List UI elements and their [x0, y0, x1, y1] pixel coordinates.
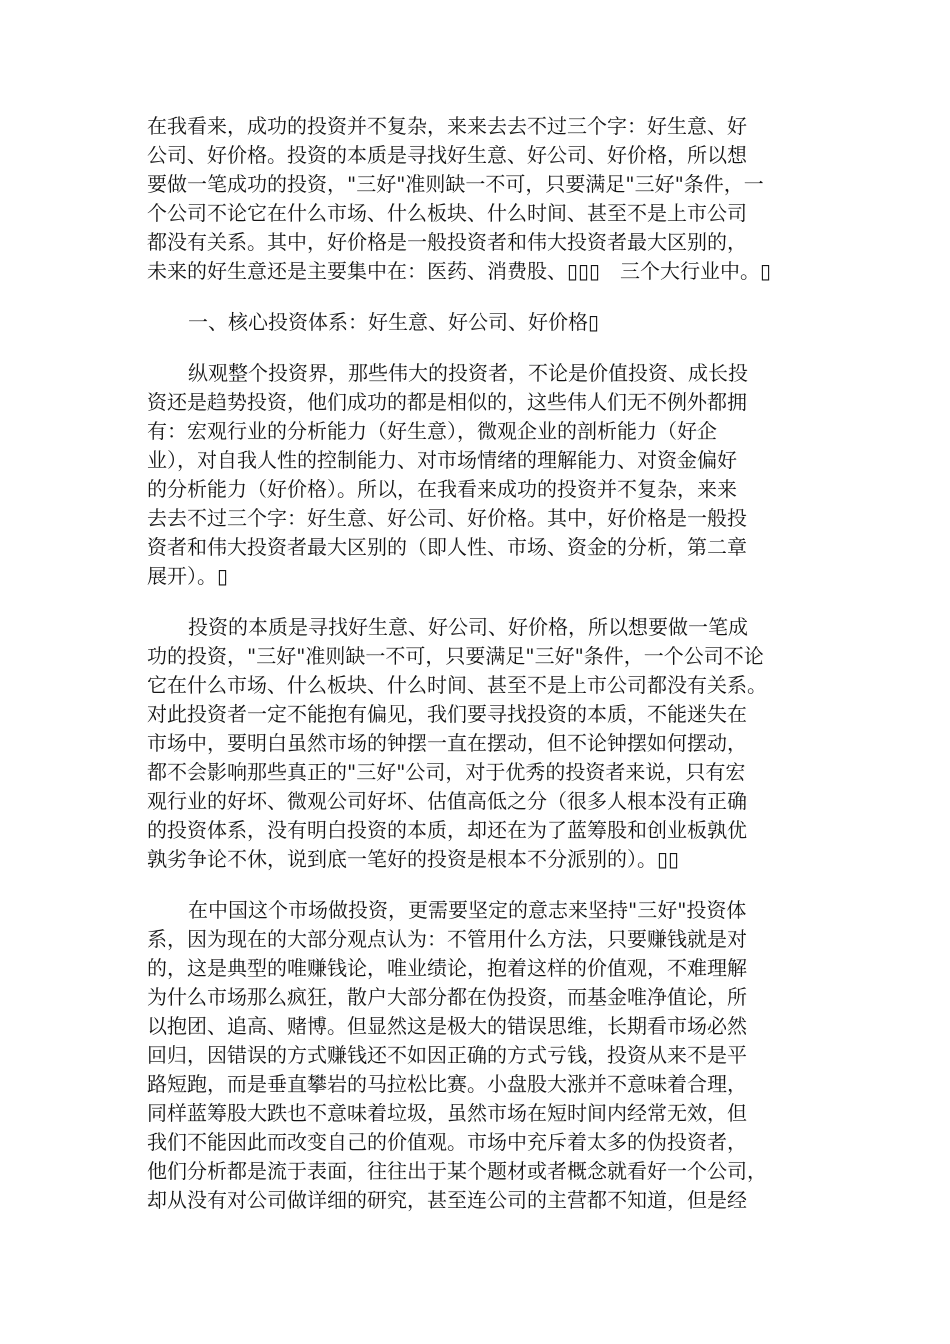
text-line: 展开）。▯	[147, 564, 229, 588]
text-line: 纵观整个投资界，那些伟大的投资者，不论是价值投资、成长投	[188, 361, 748, 385]
text-line: 观行业的好坏、微观公司好坏、估值高低之分（很多人根本没有正确	[147, 789, 747, 813]
text-line: 对此投资者一定不能抱有偏见，我们要寻找投资的本质，不能迷失在	[147, 702, 747, 726]
text-line: 公司、好价格。投资的本质是寻找好生意、好公司、好价格，所以想	[147, 143, 747, 167]
text-line: 资者和伟大投资者最大区别的（即人性、市场、资金的分析，第二章	[147, 535, 747, 559]
text-line: 以抱团、追高、赌博。但显然这是极大的错误思维，长期看市场必然	[147, 1014, 747, 1038]
paragraph-spacer	[147, 337, 827, 359]
text-line: 去去不过三个字：好生意、好公司、好价格。其中，好价格是一般投	[147, 506, 747, 530]
text-line: 却从没有对公司做详细的研究，甚至连公司的主营都不知道，但是经	[147, 1188, 747, 1212]
text-line: 市场中，要明白虽然市场的钟摆一直在摆动，但不论钟摆如何摆动，	[147, 731, 747, 755]
text-line: 功的投资，"三好"准则缺一不可，只要满足"三好"条件，一个公司不论	[147, 644, 764, 668]
text-line: 同样蓝筹股大跌也不意味着垃圾，虽然市场在短时间内经常无效，但	[147, 1101, 747, 1125]
text-line: 要做一笔成功的投资，"三好"准则缺一不可，只要满足"三好"条件，一	[147, 172, 764, 196]
heading-line: 一、核心投资体系：好生意、好公司、好价格▯	[188, 310, 600, 334]
text-line: 孰劣争论不休，说到底一笔好的投资是根本不分派别的）。▯▯	[147, 847, 680, 871]
paragraph-china-market	[147, 896, 827, 1215]
text-line: 在中国这个市场做投资，更需要坚定的意志来坚持"三好"投资体	[188, 898, 747, 922]
paragraph-spacer	[147, 591, 827, 613]
text-line: 业），对自我人性的控制能力、对市场情绪的理解能力、对资金偏好	[147, 448, 737, 472]
text-line: 资还是趋势投资，他们成功的都是相似的，这些伟人们无不例外都拥	[147, 390, 747, 414]
text-line: 在我看来，成功的投资并不复杂，来来去去不过三个字：好生意、好	[147, 114, 747, 138]
section-heading	[147, 308, 827, 337]
text-line: 为什么市场那么疯狂，散户大部分都在伪投资，而基金唯净值论，所	[147, 985, 747, 1009]
text-line: 投资的本质是寻找好生意、好公司、好价格，所以想要做一笔成	[188, 615, 748, 639]
text-line: 系，因为现在的大部分观点认为：不管用什么方法，只要赚钱就是对	[147, 927, 747, 951]
text-line: 都没有关系。其中，好价格是一般投资者和伟大投资者最大区别的，	[147, 230, 747, 254]
text-line: 我们不能因此而改变自己的价值观。市场中充斥着太多的伪投资者，	[147, 1130, 747, 1154]
text-line: 它在什么市场、什么板块、什么时间、甚至不是上市公司都没有关系。	[147, 673, 767, 697]
text-line: 都不会影响那些真正的"三好"公司，对于优秀的投资者来说，只有宏	[147, 760, 746, 784]
text-line: 未来的好生意还是主要集中在：医药、消费股、▯▯▯ 三个大行业中。▯	[147, 259, 772, 283]
paragraph-essence	[147, 613, 827, 874]
text-line: 的分析能力（好价格）。所以，在我看来成功的投资并不复杂，来来	[147, 477, 737, 501]
paragraph-intro	[147, 112, 827, 286]
text-line: 他们分析都是流于表面，往往出于某个题材或者概念就看好一个公司，	[147, 1159, 767, 1183]
text-line: 有：宏观行业的分析能力（好生意），微观企业的剖析能力（好企	[147, 419, 717, 443]
text-line: 路短跑，而是垂直攀岩的马拉松比赛。小盘股大涨并不意味着合理，	[147, 1072, 747, 1096]
text-line: 个公司不论它在什么市场、什么板块、什么时间、甚至不是上市公司	[147, 201, 747, 225]
text-line: 回归，因错误的方式赚钱还不如因正确的方式亏钱，投资从来不是平	[147, 1043, 747, 1067]
document-body	[147, 112, 827, 1215]
paragraph-spacer	[147, 874, 827, 896]
text-line: 的，这是典型的唯赚钱论，唯业绩论，抱着这样的价值观，不难理解	[147, 956, 747, 980]
paragraph-investors	[147, 359, 827, 591]
paragraph-spacer	[147, 286, 827, 308]
text-line: 的投资体系，没有明白投资的本质，却还在为了蓝筹股和创业板孰优	[147, 818, 747, 842]
